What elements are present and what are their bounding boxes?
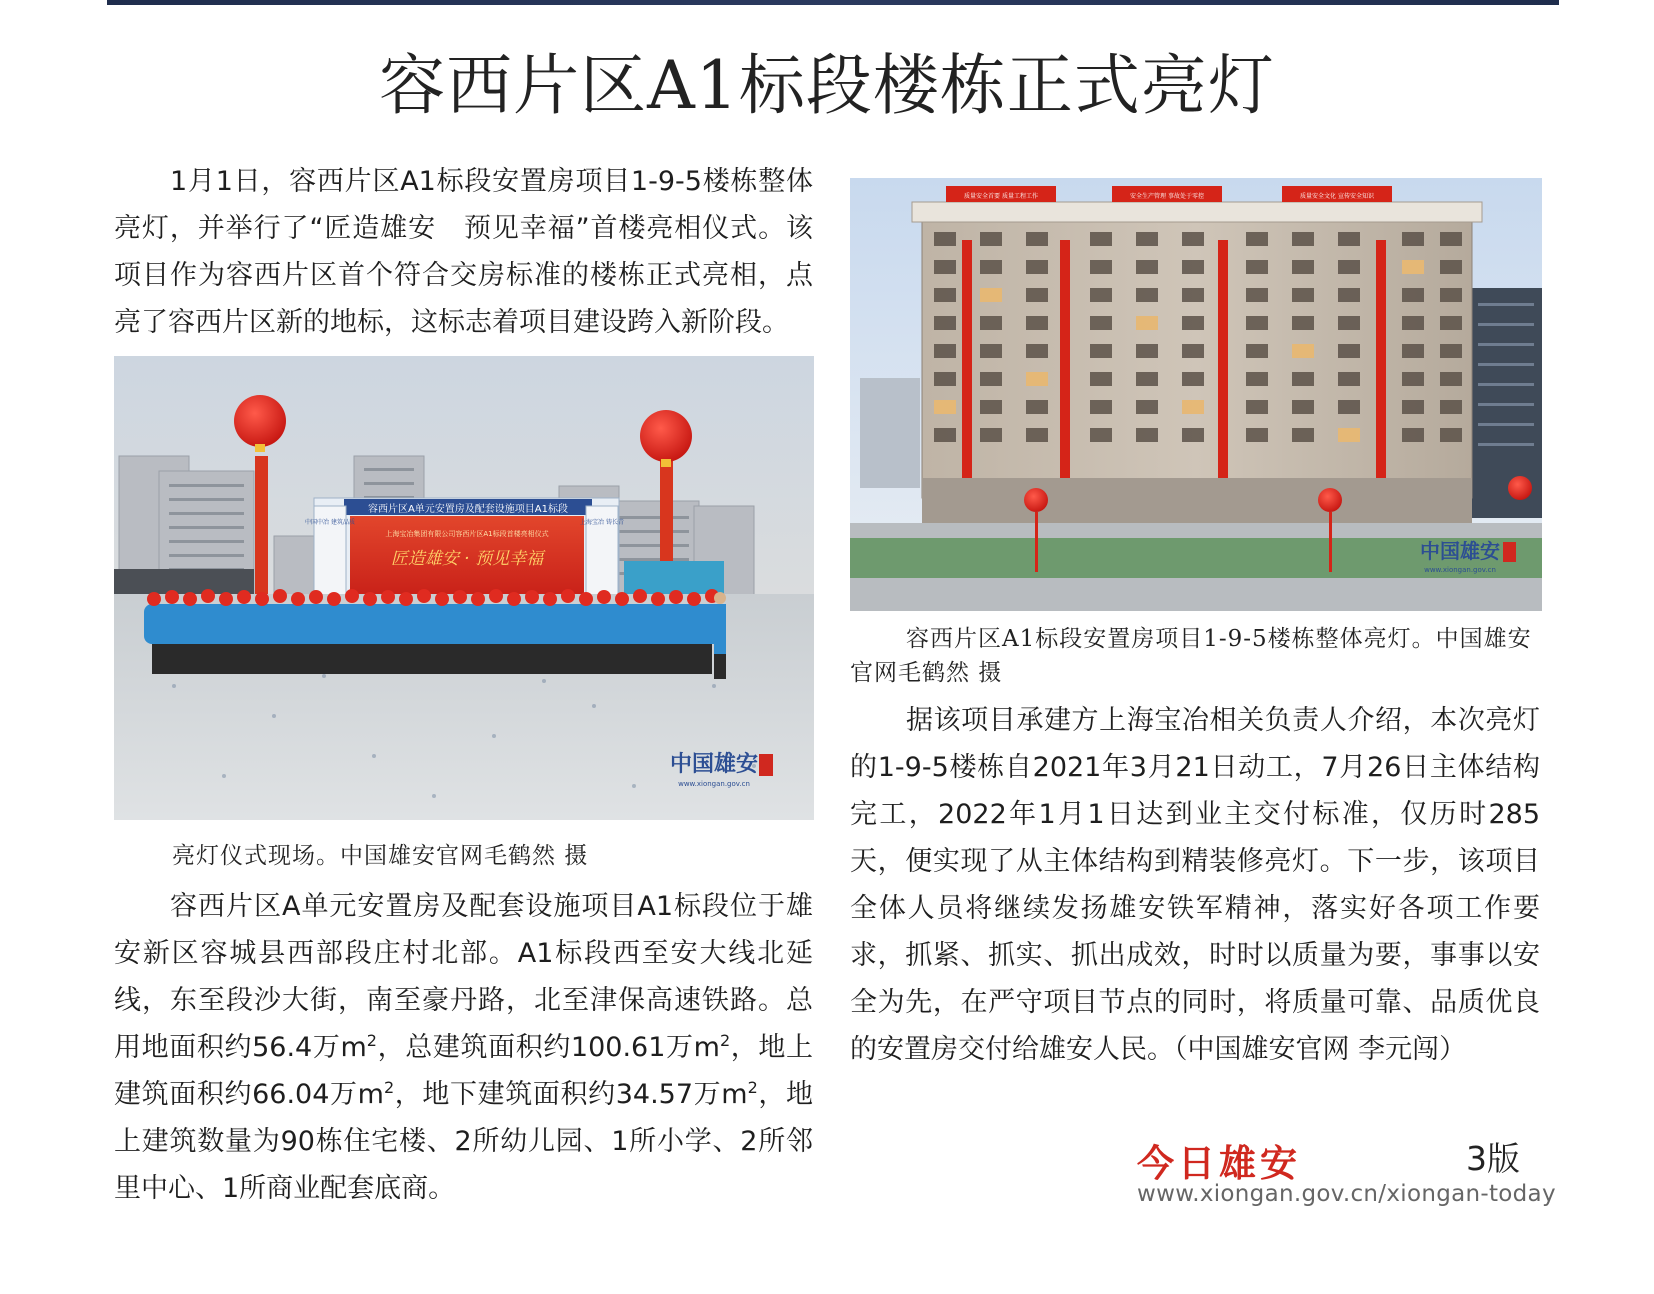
page-number: 3版 [1466, 1139, 1520, 1178]
stage-slogan: 匠造雄安 · 预见幸福 [390, 549, 544, 569]
article-paragraph-2 [114, 883, 813, 1212]
right-pillar-text: 上海宝冶 铸长青 [580, 519, 624, 526]
photo-caption-2: 容西片区A1标段安置房项目1-9-5楼栋整体亮灯。中国雄安官网毛鹤然 摄 [850, 626, 1532, 686]
newspaper-logo: 今日雄安 [1137, 1141, 1301, 1185]
roof-banner-2: 安全生产管理 事故处于零控 [1130, 193, 1204, 200]
superscript-2: 2 [719, 1031, 731, 1050]
stage-banner-title: 容西片区A单元安置房及配套设施项目A1标段 [367, 504, 569, 515]
lantern-left [234, 395, 286, 447]
paragraph-2-text-1: 容西片区A单元安置房及配套设施项目A1标段位于雄安新区容城县西部段庄村北部。A1标段西至安大线北延线，东至段沙大街，南至豪丹路，北至津保高速铁路。总用地面积约56.4万m [114, 891, 813, 1063]
roof-banner-1: 质量安全首要 质量工程工作 [964, 193, 1038, 200]
ceremony-photo [114, 356, 814, 820]
paragraph-2-text-2: ，总建筑面积约100.61万m [376, 1032, 720, 1063]
left-pillar-text: 中国中冶 建筑品质 [305, 519, 355, 526]
top-rule [107, 0, 1559, 5]
paragraph-2-text-5: ，地上建筑数量为90栋住宅楼、2所幼儿园、1所小学、2所邻里中心、1所商业配套底商。 [114, 1079, 813, 1204]
superscript-2: 2 [747, 1078, 758, 1097]
article-paragraph-3: 据该项目承建方上海宝冶相关负责人介绍，本次亮灯的1-9-5楼栋自2021年3月21日动工，7月26日主体结构完工，2022年1月1日达到业主交付标准，仅历时285天，便实现了从主体结构到精装修亮灯。下一步，该项目全体人员将继续发扬雄安铁军精神，落实好各项工作要求，抓紧、抓实、抓出成效，时时以质量为要，事事以安全为先，在严守项目节点的同时，将质量可靠、品质优良的安置房交付给雄安人民。（中国雄安官网 李元闯） [850, 705, 1540, 1065]
paragraph-2-text-3: ，地上建筑面积约66.04万m [114, 1032, 814, 1110]
lantern-right [640, 410, 692, 462]
building-photo [850, 178, 1542, 611]
footer-url-link[interactable]: www.xiongan.gov.cn/xiongan-today [1137, 1181, 1556, 1207]
roof-banner-3: 质量安全文化 宣传安全知识 [1300, 193, 1374, 200]
article-title: 容西片区A1标段楼栋正式亮灯 [379, 47, 1275, 124]
article-paragraph-1: 1月1日，容西片区A1标段安置房项目1-9-5楼栋整体亮灯，并举行了“匠造雄安 预见幸福”首楼亮相仪式。该项目作为容西片区首个符合交房标准的楼栋正式亮相，点亮了容西片区新的地标，这标志着项目建设跨入新阶段。 [114, 166, 813, 338]
photo1-watermark-url: www.xiongan.gov.cn [678, 780, 750, 788]
superscript-2: 2 [366, 1031, 377, 1050]
superscript-2: 2 [383, 1078, 395, 1097]
photo-caption-1: 亮灯仪式现场。中国雄安官网毛鹤然 摄 [172, 843, 589, 869]
photo2-watermark-url: www.xiongan.gov.cn [1424, 566, 1496, 574]
photo2-watermark: 中国雄安 [1420, 539, 1500, 563]
photo1-watermark: 中国雄安 [669, 751, 759, 777]
stage-subtitle: 上海宝冶集团有限公司容西片区A1标段首楼亮相仪式 [385, 530, 549, 538]
paragraph-2-text-4: ，地下建筑面积约34.57万m [394, 1079, 748, 1110]
